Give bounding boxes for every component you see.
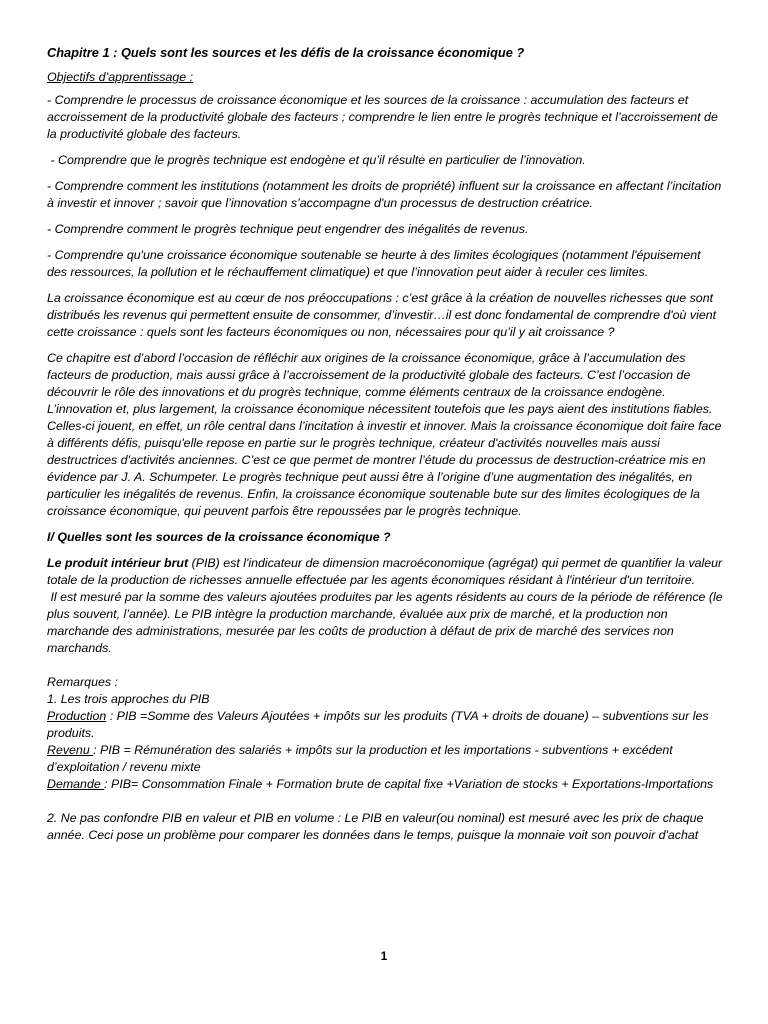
- spacer: [47, 793, 723, 810]
- approach-label: Production: [47, 709, 107, 723]
- pib-definition: [47, 555, 723, 589]
- approach-text: : PIB =Somme des Valeurs Ajoutées + impôts sur les produits (TVA + droits de douane) – subventions sur les produits.: [47, 709, 709, 740]
- approach-production: [47, 708, 723, 742]
- approach-demande: [47, 776, 723, 793]
- approach-text: : PIB = Rémunération des salariés + impôts sur la production et les importations - subventions + excédent d’exploitation / revenu mixte: [47, 743, 673, 774]
- objective-item: - Comprendre comment le progrès technique peut engendrer des inégalités de revenus.: [47, 222, 529, 236]
- page-content: [47, 44, 727, 844]
- page-number: 1: [380, 949, 388, 963]
- intro-paragraph: La croissance économique est au cœur de nos préoccupations : c’est grâce à la création de nouvelles richesses que sont distribués les revenus qui permettent ensuite de consommer, d’investir…il est donc fondamental de comprendre d'où vient cette croissance : quels sont les facteurs économiques ou non, nécessaires pour qu’il y ait croissance ?: [47, 291, 717, 339]
- approach-revenu: [47, 742, 723, 776]
- chapter-title: Chapitre 1 : Quels sont les sources et les défis de la croissance économique ?: [47, 45, 525, 60]
- remark-2: 2. Ne pas confondre PIB en valeur et PIB en volume : Le PIB en valeur(ou nominal) est mesuré avec les prix de chaque année. Ceci pose un problème pour comparer les données dans le temps, puisque la monnaie voit son pouvoir d'achat: [47, 811, 704, 842]
- objective-item: - Comprendre le processus de croissance économique et les sources de la croissance : accumulation des facteurs et accroissement de la productivité globale des facteurs ; comprendre le lien entre le progrès technique et l’accroissement de la productivité globale des facteurs.: [47, 93, 718, 141]
- objectives-heading: Objectifs d’apprentissage :: [47, 70, 194, 84]
- chapter-overview-paragraph: Ce chapitre est d’abord l’occasion de réfléchir aux origines de la croissance économique, grâce à l’accumulation des facteurs de production, mais aussi grâce à l’accroissement de la productivité globale des facteurs. C’est l’occasion de découvrir le rôle des innovations et du progrès technique, comme éléments centraux de la croissance endogène. L’innovation et, plus largement, la croissance économique nécessitent toutefois que les pays aient des institutions fiables. Celles-ci jouent, en effet, un rôle central dans l’incitation à investir et innover. Mais la croissance économique doit faire face à différents défis, puisqu'elle repose en partie sur le progrès technique, créateur d'activités nouvelles mais aussi destructrices d'activités anciennes. C’est ce que permet de montrer l’étude du processus de destruction-créatrice mis en évidence par J. A. Schumpeter. Le progrès technique peut aussi être à l’origine d’une augmentation des inégalités, en particulier les inégalités de revenus. Enfin, la croissance économique soutenable bute sur des limites écologiques de la croissance économique, qui peuvent parfois être repoussées par le progrès technique.: [47, 351, 722, 518]
- approach-label: Revenu: [47, 743, 94, 757]
- objective-item: - Comprendre que le progrès technique est endogène et qu’il résulte en particulier de l’innovation.: [47, 153, 586, 167]
- section-heading: I/ Quelles sont les sources de la croissance économique ?: [47, 530, 391, 544]
- pib-term: Le produit intérieur brut: [47, 556, 189, 570]
- objective-item: - Comprendre comment les institutions (notamment les droits de propriété) influent sur la croissance en affectant l’incitation à investir et innover ; savoir que l’innovation s’accompagne d'un processus de destruction créatrice.: [47, 179, 722, 210]
- approach-text: : PIB= Consommation Finale + Formation brute de capital fixe +Variation de stocks + Exportations-Importations: [104, 777, 714, 791]
- objective-item: - Comprendre qu'une croissance économique soutenable se heurte à des limites écologiques (notamment l'épuisement des ressources, la pollution et le réchauffement climatique) et que l’innovation peut aider à reculer ces limites.: [47, 248, 701, 279]
- approach-label: Demande: [47, 777, 105, 791]
- pib-definition-text: (PIB) est l'indicateur de dimension macroéconomique (agrégat) qui permet de quantifier la valeur totale de la production de richesses annuelle effectuée par les agents économiques résidant à l'intérieur d'un territoire.: [47, 556, 723, 587]
- pib-measure: Il est mesuré par la somme des valeurs ajoutées produites par les agents résidents au cours de la période de référence (le plus souvent, l’année). Le PIB intègre la production marchande, évaluée aux prix de marché, et la production non marchande des administrations, mesurée par les coûts de production à défaut de prix de marché des services non marchands.: [47, 590, 727, 655]
- remark-1-title: 1. Les trois approches du PIB: [47, 692, 210, 706]
- remarks-heading: Remarques :: [47, 675, 118, 689]
- spacer: [47, 657, 723, 674]
